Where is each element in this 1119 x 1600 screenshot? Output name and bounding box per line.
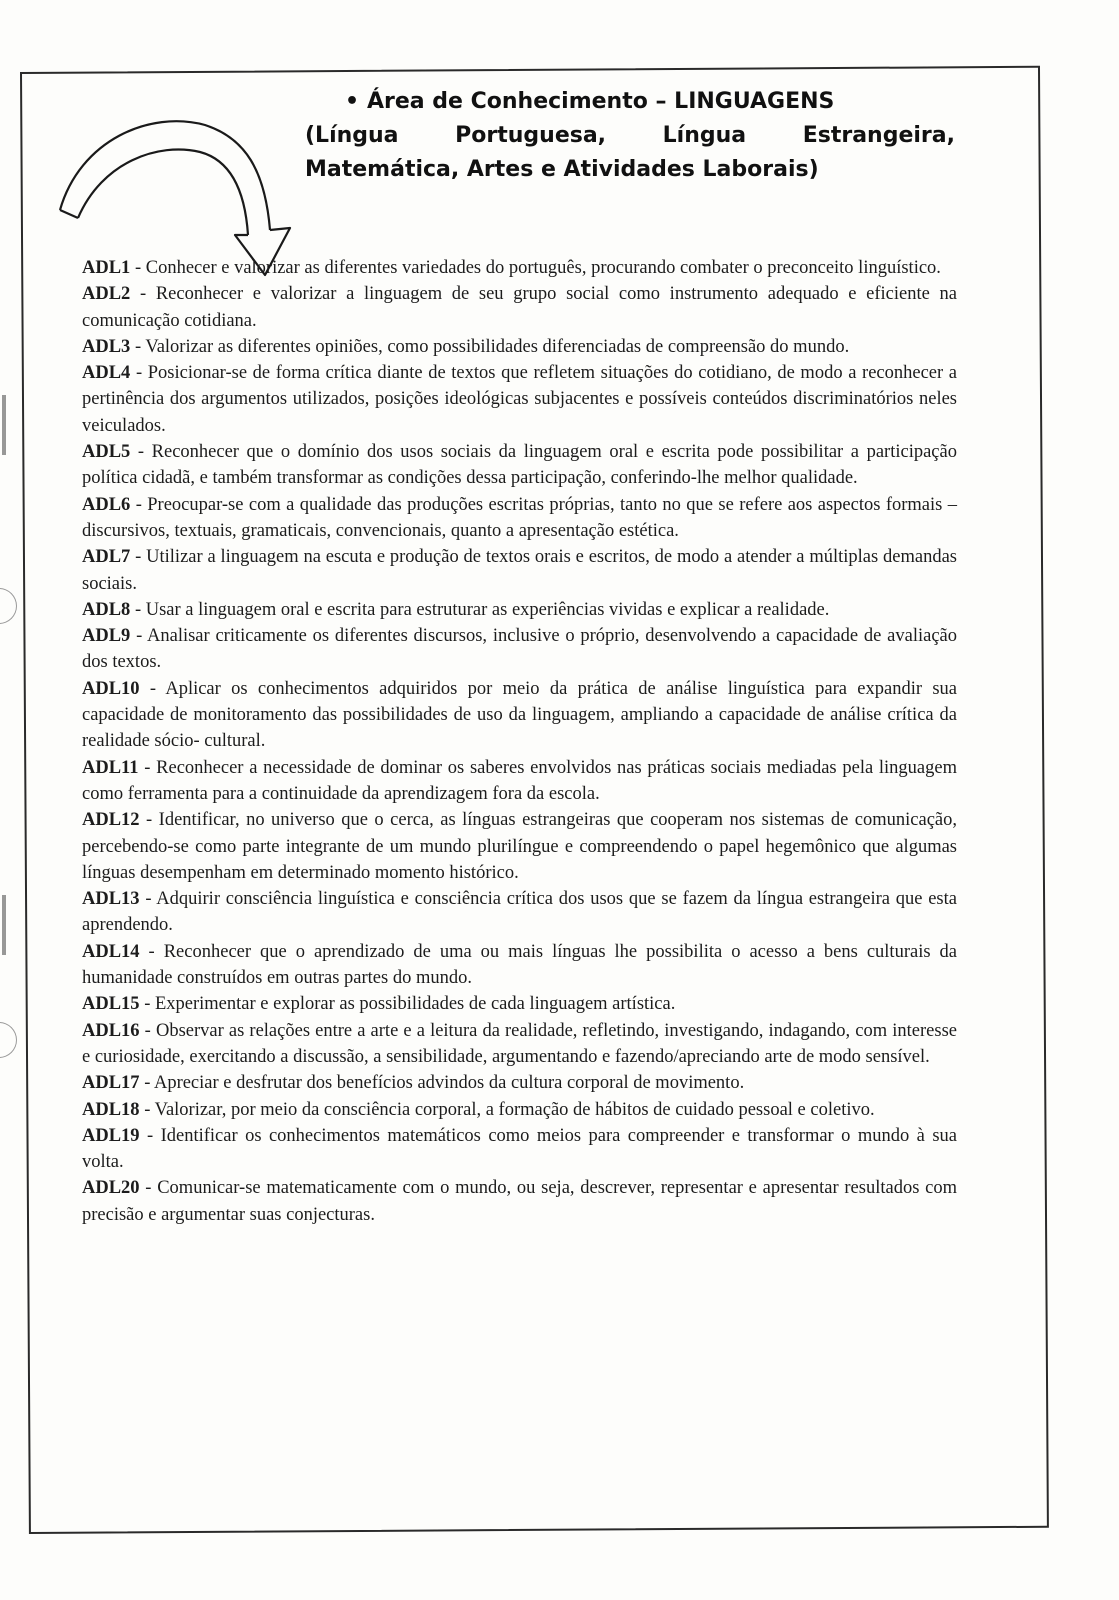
objectives-list [82, 255, 957, 1228]
objective-text: - Conhecer e valorizar as diferentes variedades do português, procurando combater o preconceito linguístico. [130, 258, 941, 278]
objective-code: ADL20 [82, 1178, 140, 1199]
objective-text: - Identificar, no universo que o cerca, as línguas estrangeiras que cooperam nos sistemas de comunicação, percebendo-se como parte integrante de um mundo plurilíngue e compreendendo o papel hegemônico que algumas línguas desempenham em determinado momento histórico. [82, 810, 957, 883]
list-item [82, 1070, 957, 1096]
objective-code: ADL3 [82, 336, 131, 357]
objective-text: - Identificar os conhecimentos matemáticos como meios para compreender e transformar o mundo à sua volta. [82, 1125, 957, 1173]
objective-code: ADL13 [82, 889, 140, 910]
objective-code: ADL11 [82, 757, 139, 778]
list-item [82, 939, 957, 992]
list-item [82, 597, 957, 623]
list-item [82, 1123, 957, 1176]
objective-code: ADL8 [82, 599, 131, 620]
objective-text: - Usar a linguagem oral e escrita para estruturar as experiências vividas e explicar a realidade. [130, 599, 830, 620]
objective-text: - Adquirir consciência linguística e consciência crítica dos usos que se fazem da língua estrangeira que esta aprendendo. [82, 889, 957, 936]
objective-code: ADL15 [82, 994, 140, 1015]
list-item [82, 1018, 957, 1071]
objective-text: - Aplicar os conhecimentos adquiridos por meio da prática de análise linguística para expandir sua capacidade de monitoramento das possibilidades de uso da linguagem, ampliando a capacidade de análise crítica da realidade sócio- cultural. [82, 678, 957, 752]
objective-text: - Preocupar-se com a qualidade das produções escritas próprias, tanto no que se refere aos aspectos formais – discursivos, textuais, gramaticais, convencionais, quanto a apresentação estética. [82, 494, 957, 541]
objective-text: - Valorizar as diferentes opiniões, como possibilidades diferenciadas de compreensão do mundo. [130, 336, 850, 357]
objective-text: - Apreciar e desfrutar dos benefícios advindos da cultura corporal de movimento. [139, 1073, 745, 1094]
objective-code: ADL9 [82, 626, 131, 647]
objective-code: ADL1 [82, 258, 131, 278]
list-item [82, 255, 957, 281]
page-title [345, 85, 955, 119]
objective-code: ADL17 [82, 1073, 140, 1094]
objective-code: ADL16 [82, 1020, 140, 1041]
list-item [82, 991, 957, 1017]
objective-code: ADL5 [82, 442, 131, 463]
objective-code: ADL4 [82, 363, 131, 384]
list-item [82, 439, 957, 492]
objective-text: - Reconhecer que o domínio dos usos sociais da linguagem oral e escrita pode possibilitar a participação política cidadã, e também transformar as condições dessa participação, conferindo-lhe melhor qualidade. [82, 442, 957, 489]
objective-text: - Reconhecer que o aprendizado de uma ou mais línguas lhe possibilita o acesso a bens culturais da humanidade construídos em outras partes do mundo. [82, 941, 957, 989]
objective-text: - Comunicar-se matematicamente com o mundo, ou seja, descrever, representar e apresentar resultados com precisão e argumentar suas conjecturas. [82, 1178, 957, 1225]
objective-code: ADL10 [82, 678, 140, 699]
objective-code: ADL12 [82, 810, 140, 831]
list-item [82, 1175, 957, 1228]
punch-hole-top [0, 588, 17, 624]
punch-hole-bottom [0, 1022, 17, 1058]
objective-text: - Reconhecer e valorizar a linguagem de seu grupo social como instrumento adequado e eficiente na comunicação cotidiana. [82, 284, 957, 331]
objective-code: ADL18 [82, 1099, 140, 1120]
objective-text: - Reconhecer a necessidade de dominar os saberes envolvidos nas práticas sociais mediadas pela linguagem como ferramenta para a continuidade da aprendizagem fora da escola. [82, 757, 957, 804]
list-item [82, 544, 957, 597]
objective-code: ADL6 [82, 494, 131, 515]
scan-artifact [2, 395, 6, 455]
objective-code: ADL7 [82, 547, 131, 568]
title-text: Área de Conhecimento – LINGUAGENS [367, 89, 835, 114]
list-item [82, 334, 957, 360]
objective-code: ADL2 [82, 284, 131, 305]
scan-artifact [2, 895, 6, 955]
page-subtitle: (Língua Portuguesa, Língua Estrangeira, Matemática, Artes e Atividades Laborais) [305, 123, 955, 182]
list-item [82, 755, 957, 808]
objective-text: - Utilizar a linguagem na escuta e produção de textos orais e escritos, de modo a atender a múltiplas demandas sociais. [82, 547, 957, 594]
objective-text: - Posicionar-se de forma crítica diante de textos que refletem situações do cotidiano, de modo a reconhecer a pertinência dos argumentos utilizados, posições ideológicas subjacentes e possíveis conteúdos discriminatórios neles veiculados. [82, 363, 957, 436]
list-item [82, 623, 957, 676]
curved-arrow-icon [40, 50, 300, 290]
list-item [82, 886, 957, 939]
objective-text: - Valorizar, por meio da consciência corporal, a formação de hábitos de cuidado pessoal e coletivo. [139, 1099, 875, 1120]
list-item [82, 492, 957, 545]
list-item [82, 676, 957, 755]
list-item [82, 360, 957, 439]
objective-text: - Experimentar e explorar as possibilidades de cada linguagem artística. [139, 994, 676, 1015]
list-item [82, 281, 957, 334]
list-item [82, 1097, 957, 1123]
list-item [82, 807, 957, 886]
objective-code: ADL14 [82, 941, 140, 962]
objective-code: ADL19 [82, 1125, 140, 1146]
header [305, 85, 955, 187]
bullet-icon: • [345, 89, 360, 114]
objective-text: - Observar as relações entre a arte e a leitura da realidade, refletindo, investigando, indagando, com interesse e curiosidade, exercitando a discussão, a sensibilidade, argumentando e fazendo/apreciando arte de modo sensível. [82, 1020, 957, 1067]
objective-text: - Analisar criticamente os diferentes discursos, inclusive o próprio, desenvolvendo a capacidade de avaliação dos textos. [82, 626, 957, 673]
